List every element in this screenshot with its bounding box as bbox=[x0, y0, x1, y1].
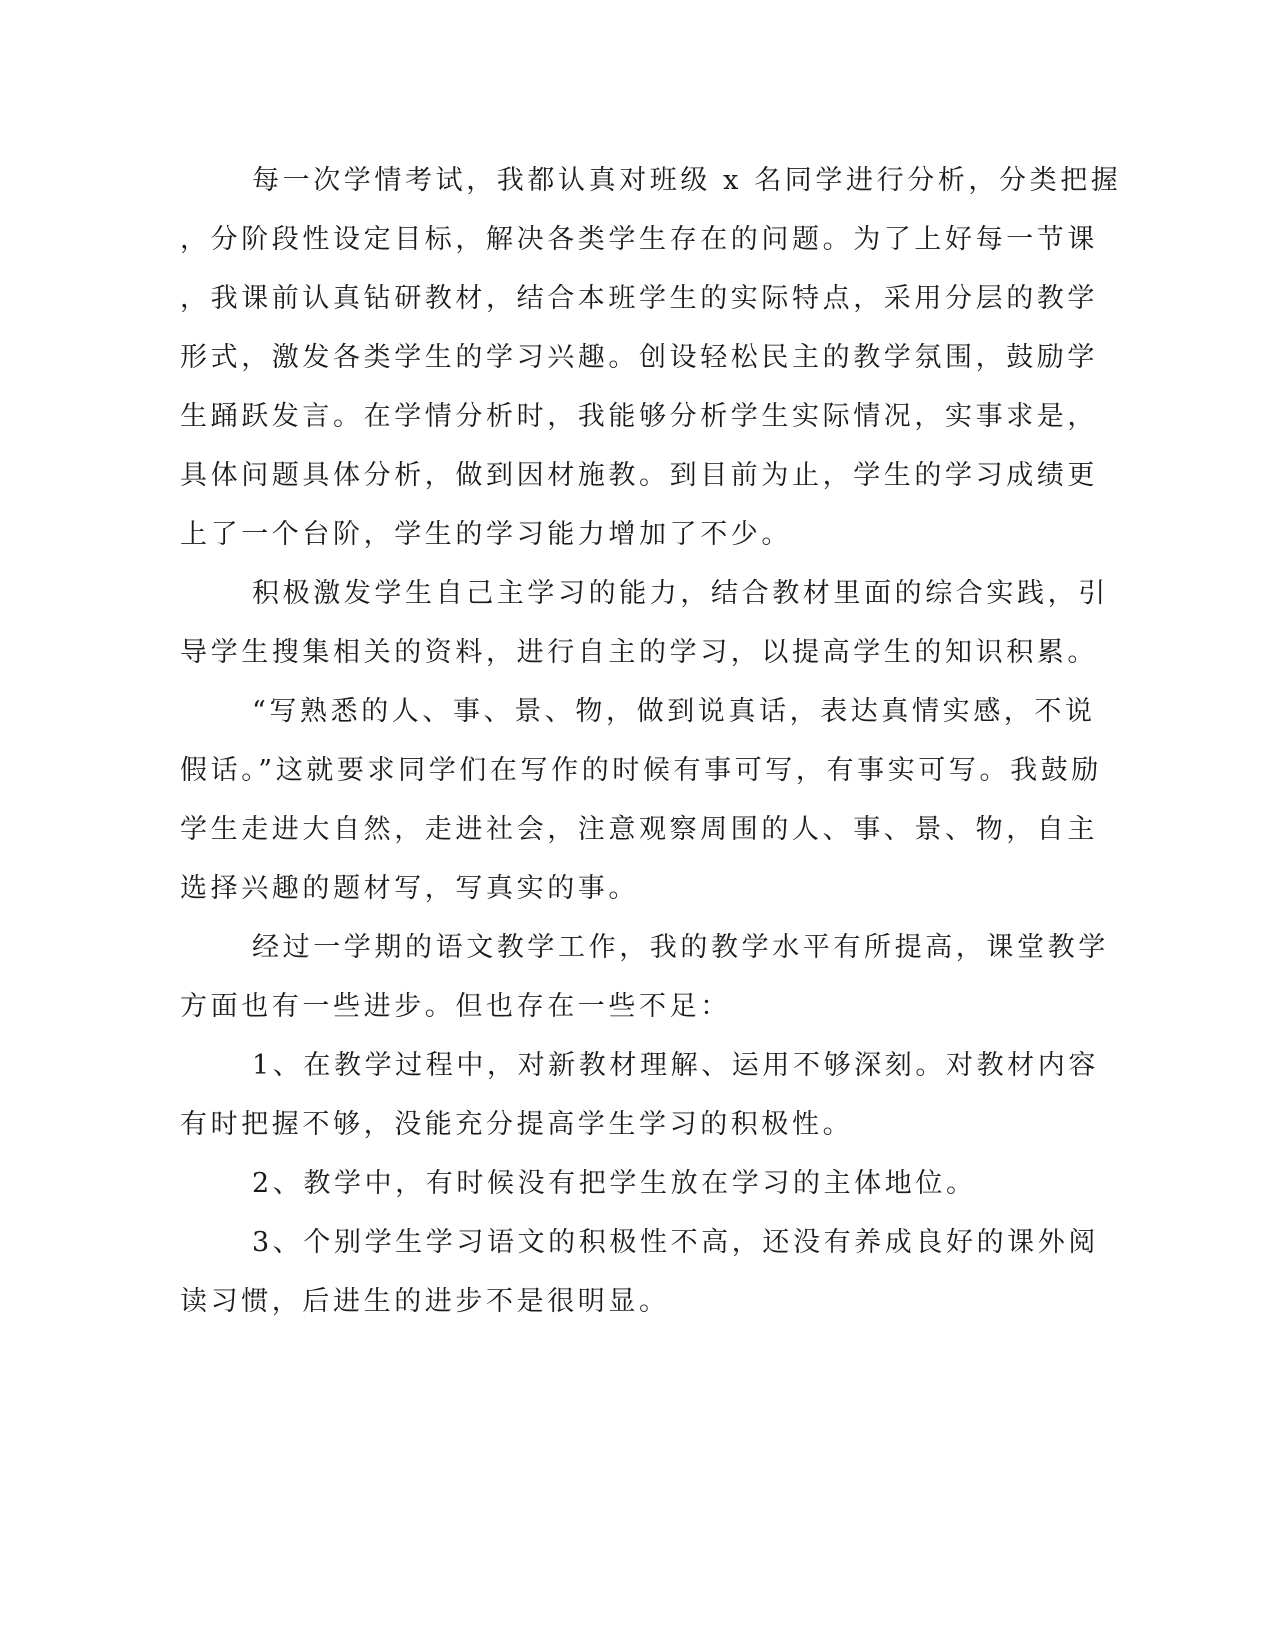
paragraph-1-line-6: 具体问题具体分析，做到因材施教。到目前为止，学生的学习成绩更 bbox=[180, 460, 1098, 491]
paragraph-3-line-1: “写熟悉的人、事、景、物，做到说真话，表达真情实感，不说 bbox=[252, 696, 1096, 727]
paragraph-1-line-3: ，我课前认真钻研教材，结合本班学生的实际特点，采用分层的教学 bbox=[180, 283, 1098, 314]
paragraph-2-line-2: 导学生搜集相关的资料，进行自主的学习，以提高学生的知识积累。 bbox=[180, 637, 1098, 668]
paragraph-1-line-5: 生踊跃发言。在学情分析时，我能够分析学生实际情况，实事求是， bbox=[180, 401, 1098, 432]
list-item-3-line-2: 读习惯，后进生的进步不是很明显。 bbox=[180, 1286, 670, 1317]
paragraph-3-line-4: 选择兴趣的题材写，写真实的事。 bbox=[180, 873, 639, 904]
paragraph-3-line-3: 学生走进大自然，走进社会，注意观察周围的人、事、景、物，自主 bbox=[180, 814, 1098, 845]
list-item-3-line-1: 3、个别学生学习语文的积极性不高，还没有养成良好的课外阅 bbox=[252, 1227, 1099, 1258]
paragraph-2-line-1: 积极激发学生自己主学习的能力，结合教材里面的综合实践，引 bbox=[252, 578, 1109, 609]
paragraph-1-line-7: 上了一个台阶，学生的学习能力增加了不少。 bbox=[180, 519, 792, 550]
paragraph-3-line-2: 假话。”这就要求同学们在写作的时候有事可写，有事实可写。我鼓励 bbox=[180, 755, 1102, 786]
paragraph-1-line-4: 形式，激发各类学生的学习兴趣。创设轻松民主的教学氛围，鼓励学 bbox=[180, 342, 1098, 373]
list-item-2-line-1: 2、教学中，有时候没有把学生放在学习的主体地位。 bbox=[252, 1168, 977, 1199]
paragraph-1-line-1: 每一次学情考试，我都认真对班级 x 名同学进行分析，分类把握 bbox=[252, 165, 1122, 196]
paragraph-4-line-2: 方面也有一些进步。但也存在一些不足： bbox=[180, 991, 731, 1022]
list-item-1-line-2: 有时把握不够，没能充分提高学生学习的积极性。 bbox=[180, 1109, 854, 1140]
paragraph-1-line-2: ，分阶段性设定目标，解决各类学生存在的问题。为了上好每一节课 bbox=[180, 224, 1098, 255]
paragraph-4-line-1: 经过一学期的语文教学工作，我的教学水平有所提高，课堂教学 bbox=[252, 932, 1109, 963]
list-item-1-line-1: 1、在教学过程中，对新教材理解、运用不够深刻。对教材内容 bbox=[252, 1050, 1099, 1081]
